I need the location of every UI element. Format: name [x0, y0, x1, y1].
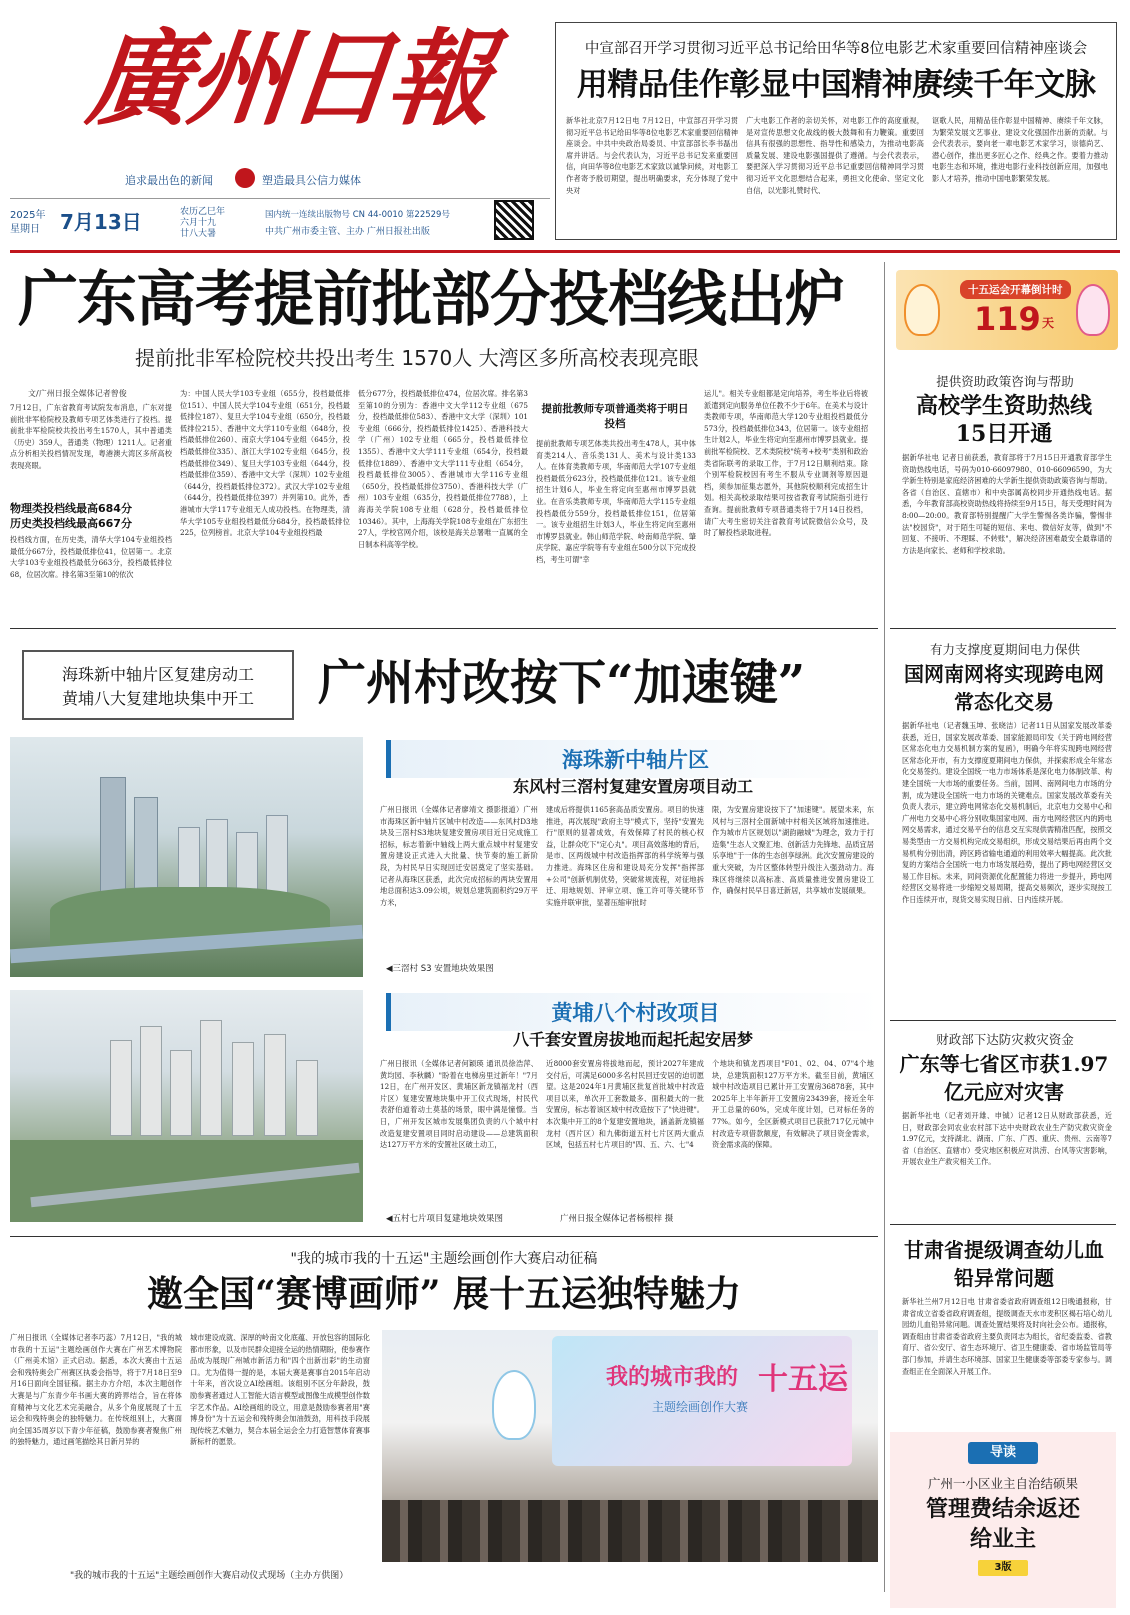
- village-rendering-1: [10, 737, 363, 977]
- newspaper-logo: 廣州日報: [81, 17, 495, 140]
- slogan-emblem-icon: [235, 168, 255, 188]
- qr-code: [494, 200, 534, 240]
- guide-box[interactable]: [890, 1432, 1116, 1608]
- lead-col-2: 为：中国人民大学103专业组（655分，投档最低排位151）、中国人民大学104专业组（651分，投档最低排位187）、复旦大学104专业组（650分，投档最低排位215）、香港中文大学110专业组（648分，投档最低排位260）、南京大学104专业组（645分，投档最低排位335）、浙江大学102专业组（645分，投档最低排位349）、复旦大学103专业组（644分，投档最低排位359）、香港中文大学（深圳）102专业组（644分，投档最低排位372）。武汉大学102专业组（644分，投档最低排位397）并列第10。此外，香港城市大学117专业组无人成功投档。在物理类，清华大学105专业组投档最低分684分，投档最低排位225，位列榜首。北京大学104专业组投档最: [180, 389, 350, 538]
- art-col-2: 城市建设成就、深厚的岭南文化底蕴、开放包容的国际化都市形象，以及市民群众迎接全运的热情期盼，使参赛作品成为展现广州城市新活力和"四个出新出彩"的生动窗口。尤为值得一提的是，本届大赛是赛事自2015年启动十年来，首次设立AI绘画组。该组别不区分年龄段，鼓励参赛者通过人工智能大语言模型或图像生成模型创作数字艺术作品。AI绘画组的设立，用意是鼓励参赛者用"赛博身份"为十五运会和残特奥会加油鼓劲，用科技手段展现传统艺术魅力，契合本届全运会全力打造智慧体育赛事新标杆的愿景。: [190, 1333, 370, 1447]
- lead-col-4: 提前批教师专项艺体类共投出考生478人，其中体育类214人、音乐类131人、美术与设计类133人。在体育类教师专项，华南师范大学107专业组投档最低分623分，投档最低排位121。该专业组招生计划6人，毕业生将定向至惠州市博罗县就业。在音乐类教师专项，华南师范大学115专业组投档最低分559分，投档最低排位151，位居第一。该专业组招生计划3人，毕业生将定向至惠州市博罗县就业。韩山师范学院、岭南师范学院、肇庆学院、嘉应学院等有专业组在500分以下完成投档，考生可谓"幸: [536, 439, 696, 564]
- photo-banner-2: 十五运: [758, 1362, 848, 1397]
- art-event-photo: [382, 1330, 878, 1562]
- side1-body: 据新华社电 记者日前获悉，教育部将于7月15日开通教育部学生资助热线电话，号码为010-66097980、010-66096590，为大学新生特别是家庭经济困难的大学新生提供资助政策咨询与帮助。各省（自治区、直辖市）和中央部属高校同步开通热线电话。据悉，今年教育部高校资助热线将持续至9月15日，每天受理时间为8:00—20:00。教育部特别提醒广大学生警惕各类诈骗，警惕非法"校园贷"，对于陌生可疑的短信、来电、微信好友等，做到"不回复、不接听、不理睬、不转账"，解决经济困难最安全最靠谱的方法是向家长、老师和学校求助。: [902, 453, 1112, 555]
- village-sec2-credit: 广州日报全媒体记者杨根梓 摄: [560, 1214, 674, 1224]
- side3-headline: 广东等七省区市获1.97亿元应对灾害: [899, 1052, 1109, 1104]
- lead-col-1b: 投档线方面，在历史类，清华大学104专业组投档最低分667分，投档最低排位41，位居第一。北京大学103专业组投档最低分663分，投档最低排位68，位居次席。排名第3至第10的依次: [10, 535, 172, 579]
- side3-body: 据新华社电（记者刘开雄、申铖）记者12日从财政部获悉，近日，财政部会同农业农村部下达中央财政农业生产防灾救灾资金1.97亿元，支持湖北、湖南、广东、广西、重庆、贵州、云南等7省（自治区、直辖市）受灾地区积极应对洪涝、台风等灾害影响，开展农业生产救灾相关工作。: [902, 1111, 1112, 1167]
- lunar-year: 农历乙巳年: [180, 207, 226, 217]
- masthead: [0, 0, 560, 240]
- village-headline: 广州村改按下“加速键”: [318, 655, 806, 711]
- lead-deck: 提前批非军检院校共投出考生 1570人 大湾区多所高校表现亮眼: [135, 346, 699, 370]
- countdown-banner: [896, 270, 1118, 350]
- art-kicker: "我的城市我的十五运"主题绘画创作大赛启动征稿: [290, 1251, 598, 1267]
- village-sec2-caption: ◀五村七片项目复建地块效果图: [386, 1214, 504, 1224]
- guide-page: 3版: [978, 1560, 1028, 1576]
- village-sec2-col-3: 个地块和镇龙西项目"F01、02、04、07"4个地块，总建筑面积127万平方米。截至目前，黄埔区城中村改造项目已累计开工安置房36878套，其中2025年上半年新开工安置房23439套，接近全年开工总量的60%，完成年度计划，已对标任务的77%。如今，全区新模式项目已获批717亿元城中村改造专项借款额度，有效解决了项目资金需求，资金需求高的保障。: [712, 1059, 874, 1150]
- side2-body: 据新华社电（记者魏玉坤、张晓洁）记者11日从国家发展改革委获悉，近日，国家发展改革委、国家能源局印发《关于跨电网经营区常态化电力交易机制方案的复函》，明确今年将实现跨电网经营区常态化开市，有力支撑度夏期间电力保供，并探索形成全年常态化交易签约。建设全国统一电力市场体系是深化电力体制改革、构建全国统一大市场的重要任务。当前，国网、南网间电力市场的分割，成为建设全国统一电力市场的关键难点。国家发展改革委有关负责人表示，建立跨电网常态化交易机制后，北京电力交易中心和广州电力交易中心将分别收集国家电网、南方电网经营区内的跨电网交易需求，通过交易平台的信息交互实现供需精准匹配，按照交易类型由一方交易机构完成交易组织，形成交易结果后再由两个交易机构分别出清，跨区跨省输电通道的利用效率大幅提高。此次批复的方案结合全国统一电力市场发展趋势，提出了跨电网经营区交易工作目标。未来，同间资源优化配置能力将进一步提升，跨电网经营区交易将进一步缩短交易周期，提高交易频次，逐步实现按工作日连续开市，现货交易实现日前、日内连续开展。: [902, 721, 1112, 904]
- village-sec2-title: 黄埔八个村改项目: [386, 993, 880, 1031]
- side3-kicker: 财政部下达防灾救灾资金: [936, 1032, 1074, 1047]
- side2-kicker: 有力支撑度夏期间电力保供: [929, 642, 1080, 657]
- lead-col-5: 运儿"。相关专业组都是定向培养，考生毕业后将被派遣到定向服务单位任教不少于6年。在美术与设计类教师专项，华南师范大学120专业组投档最低分573分，投档最低排位343，位居第一。该专业组招生计划2人，毕业生将定向至惠州市博罗县就业。提前批军检院校、艺术类院校"统考+校考"类别和政治类省际联考的录取工作，于7月12日顺利结束。除个别军检院校因有考生不服从专业调剂等原因退档，须参加征集志愿外，其他院校顺利完成招生计划。相关高校录取结果可按省教育考试院指引进行查询。提前批教师专项普通类将于7月14日投档，请广大考生密切关注省教育考试院微信公众号，及时了解投档录取进程。: [704, 389, 868, 538]
- village-sec2-col-2: 近8000套安置房将拔地而起，预计2027年建成交付后，可满足6000多名村民回迁安居的迫切愿望。这是2024年1月黄埔区批复首批城中村改造项目以来，单次开工套数最多、面积最大的一批安置房，标志着该区城中村改造按下了"快进键"。本次集中开工的8个复建安置地块，涵盖新龙镇福龙村（西片区）和九佛街道五村七片区两大重点区域，包括五村七片项目的"四、五、六、七"4: [546, 1059, 704, 1150]
- art-headline: 邀全国“赛博画师” 展十五运独特魅力: [147, 1273, 741, 1315]
- countdown-days: 119: [974, 300, 1041, 338]
- top-story-col-3: 讴歌人民，用精品佳作彰显中国精神、赓续千年文脉，为繁荣发展文艺事业、建设文化强国作出新的贡献。与会代表表示，要向老一辈电影艺术家学习，崇德尚艺、潜心创作，推出更多匠心之作、经典之作。要着力推动电影生态和环境，推进电影行业科技创新应用，加强电影人才培养，推动中国电影繁荣发展。: [932, 116, 1108, 183]
- lead-col-1: 7月12日，广东省教育考试院发布消息，广东对提前批非军检院校及教师专项艺体类进行了投档。提前批非军检院校共投出考生1570人，其中普通类（历史）359人，普通类（物理）1211人。记者重点分析相关投档情况发现，粤港澳大湾区多所高校表现亮眼。: [10, 403, 172, 470]
- guide-kicker: 广州一小区业主自治结硕果: [927, 1476, 1078, 1491]
- top-story-col-2: 广大电影工作者的亲切关怀，对电影工作的高度重视，是对宣传思想文化战线的极大鼓舞和有力鞭策。重要回信具有很强的思想性、指导性和感染力，为推动电影高质量发展、建设电影强国提供了遵循。与会代表表示，要把深入学习贯彻习近平总书记重要回信精神同学习贯彻习近平文化思想结合起来，勇担文化使命、坚定文化自信，以光影礼赞时代、: [746, 116, 924, 195]
- side4-headline: 甘肃省提级调查幼儿血铅异常问题: [904, 1238, 1104, 1290]
- side1-headline: 高校学生资助热线15日开通: [915, 393, 1092, 447]
- top-story-kicker: 中宣部召开学习贯彻习近平总书记给田华等8位电影艺术家重要回信精神座谈会: [584, 41, 1088, 57]
- mascot-icon: [492, 1370, 536, 1440]
- countdown-label: 十五运会开幕倒计时: [960, 280, 1071, 299]
- photo-banner-3: 主题绘画创作大赛: [652, 1400, 749, 1414]
- village-sec1-sub: 东风村三滘村复建安置房项目动工: [512, 777, 753, 796]
- side1-kicker: 提供资助政策咨询与帮助: [936, 374, 1074, 389]
- art-col-1: 广州日报讯（全媒体记者李巧蕊）7月12日，"我的城市我的十五运"主题绘画创作大赛在广州艺术博物院（广州美术馆）正式启动。据悉，本次大赛由十五运会和残特奥会广州赛区执委会指导，将于7月18日至9月16日面向全国征稿。据主办方介绍，本次主题创作大赛是与广东青少年书画大赛的跨界结合，旨在将体育精神与文化艺术完美融合，从多个角度展现了十五运会和残特奥会的独特魅力。在传统组别上，大赛面向全国35周岁以下青少年征稿，鼓励参赛者聚焦广州的独特魅力，通过画笔描绘其日新月异的: [10, 1333, 182, 1447]
- lunar-date: 六月十九: [180, 218, 217, 228]
- art-photo-caption: "我的城市我的十五运"主题绘画创作大赛启动仪式现场（主办方供图）: [70, 1571, 349, 1581]
- lead-subhead-1: 物理类投档线最高684分: [10, 502, 132, 515]
- village-sec1-col-2: 建成后将提供1165套高品质安置房。项目的快速推进，再次展现"政府主导"模式下，坚持"安置先行"原则的显著成效，有效保障了村民的核心权益，让群众吃下"定心丸"。项目高效落地的背后，是市、区两级城中村改造指挥部的科学统筹与强力推进。海珠区住房和建设局充分发挥"指挥部+公司"创新机制优势，突破常规流程，对征地拆迁、用地规划、评审立项、施工许可等关键环节实施并联审批，显著压缩审批时: [546, 805, 704, 907]
- photo-banner-1: 我的城市我的: [606, 1365, 739, 1390]
- slogan-left: 追求最出色的新闻: [125, 174, 213, 187]
- solar-term: 廿八大暑: [180, 229, 217, 239]
- village-sec1-col-1: 广州日报讯（全媒体记者廖靖文 摄影报道）广州市海珠区新中轴片区城中村改造——东风村D3地块及三滘村S3地块复建安置房项目近日完成施工招标，标志着新中轴线上两大重点城中村复建安置房建设正式进入大批量、快节奏的施工新阶段，为村民早日实现回迁安居奠定了坚实基础。记者从海珠区获悉，此次完成招标的两块安置用地总面积达3.09公顷，规划总建筑面积约29万平方米，: [380, 805, 538, 907]
- date-weekday: 星期日: [10, 224, 40, 235]
- village-box: [22, 650, 294, 720]
- lead-headline: 广东高考提前批部分投档线出炉: [18, 265, 844, 335]
- lead-subhead-2: 历史类投档线最高667分: [10, 517, 132, 530]
- guide-label: 导读: [968, 1442, 1038, 1464]
- village-box-line-2: 黄埔八大复建地块集中开工: [61, 689, 254, 708]
- village-sec2-sub: 八千套安置房拔地而起托起安居梦: [512, 1030, 753, 1049]
- mascot-icon: [1076, 284, 1110, 336]
- lead-col-3: 低分677分，投档最低排位474，位居次席。排名第3至第10的分别为：香港中文大学112专业组（675分，投档最低排位583）、香港中文大学（深圳）101专业组（666分，投档最低排位1425）、香港科技大学（广州）102专业组（665分，投档最低排位1355）、香港中文大学111专业组（654分，投档最低排位1889）、香港中文大学111专业组（654分，投档最低排位3005）、香港城市大学116专业组（650分，投档最低排位3750）、香港科技大学（广州）103专业组（635分，投档最低排位7788），上海海关学院108专业组（628分，投档最低排位10346）。其中，上海海关学院108专业组在广东招生27人，学校官网介绍，该校是海关总署唯一直属的全日制本科高等学校。: [358, 389, 528, 549]
- lead-byline: 文/广州日报全媒体记者曾俊: [28, 389, 127, 398]
- side2-headline: 国网南网将实现跨电网常态化交易: [904, 662, 1104, 714]
- village-sec1-caption: ◀三滘村 S3 安置地块效果图: [386, 964, 494, 974]
- village-box-line-1: 海珠新中轴片区复建房动工: [61, 665, 254, 684]
- countdown-unit: 天: [1042, 316, 1055, 330]
- top-story-box: [555, 22, 1117, 240]
- top-story-headline: 用精品佳作彰显中国精神赓续千年文脉: [576, 67, 1096, 103]
- side4-body: 新华社兰州7月12日电 甘肃省委省政府调查组12日晚通报称，甘肃省成立省委省政府调查组，提级调查天水市麦积区褐石培心幼儿园幼儿血铅异常问题。调查处置结果将及时向社会公布。通报称，调查组由甘肃省委省政府主要负责同志为组长，省纪委监委、省教育厅、省公安厅、省生态环境厅、省卫生健康委、省市场监管局等部门参加，并请生态环境部、国家卫生健康委等部委专家参与。调查组正在全面深入开展工作。: [902, 1297, 1112, 1376]
- village-sec1-title: 海珠新中轴片区: [386, 740, 880, 778]
- slogan-right: 塑造最具公信力媒体: [262, 174, 361, 187]
- mascot-icon: [904, 284, 940, 336]
- publisher-line: 中共广州市委主管、主办 广州日报社出版: [265, 227, 430, 237]
- top-story-col-1: 新华社北京7月12日电 7月12日，中宣部召开学习贯彻习近平总书记给田华等8位电影艺术家重要回信精神座谈会。中共中央政治局委员、中宣部部长李书磊出席并讲话。与会代表认为，习近平总书记发来重要回信，向田华等8位电影艺术家致以诚挚问候，对电影工作者寄予殷切期望，提出明确要求，充分体现了党中央对: [566, 116, 738, 195]
- village-sec2-col-1: 广州日报讯（全媒体记者何颖瑛 通讯员徐浩萍、黄均园、李秋麟）"盼着在电梯房里过新年！"7月12日，在广州开发区、黄埔区新龙镇福龙村（西片区）复建安置地块集中开工仪式现场，村民代表舒伯道着动土莫基的场景，眼中满是憧憬。当日，广州开发区城市发展集团负责的八个城中村改造复建安置项目同时启动建设——总建筑面积达127万平方米的安置社区破土动工，: [380, 1059, 538, 1150]
- village-sec1-col-3: 限，为安置房建设按下了"加速键"。展望未来，东风村与三滘村全面新城中村相关区域将加速推进。作为城市片区规划以"湖韵融城"为理念，致力于打造集"生态人文聚汇地、创新活力先锋地、品质宜居乐享地"于一体的生态创享绿洲。此次安置房建设的重大突破，为片区整体转型升级注入强劲动力。海珠区将继续以高标准、高质量推进安置房建设工作，确保村民早日喜迁新居，共享城市发展硕果。: [712, 805, 874, 896]
- guide-headline: 管理费结余返还给业主: [925, 1496, 1080, 1552]
- lead-col-4-head: 提前批教师专项普通类将于明日投档: [541, 403, 689, 430]
- village-rendering-2: [10, 990, 363, 1222]
- date-main: 7月13日: [60, 210, 142, 234]
- date-year: 2025年: [10, 210, 46, 221]
- issn-line: 国内统一连续出版物号 CN 44-0010 第22529号: [265, 210, 450, 220]
